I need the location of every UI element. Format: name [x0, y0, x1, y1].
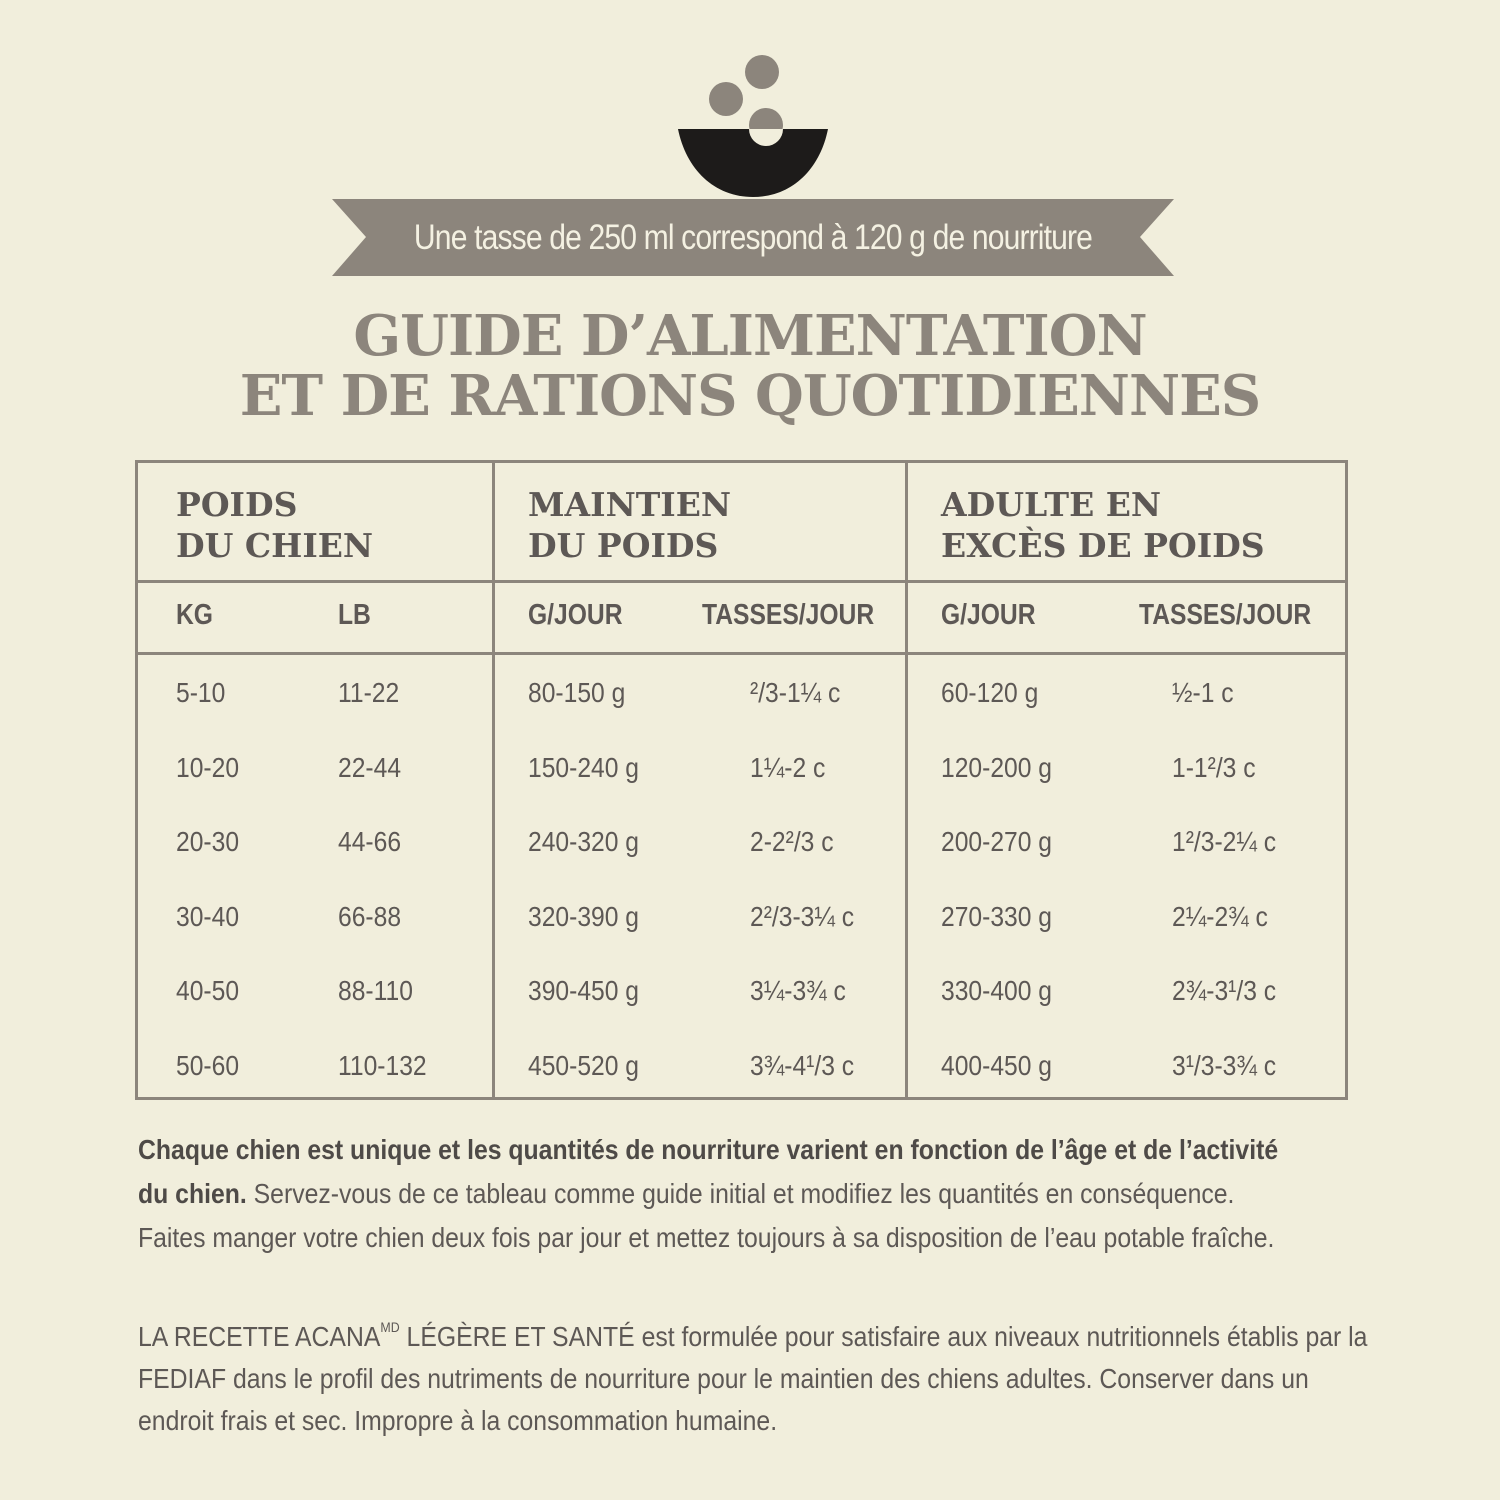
- cell-maintenance-grams: 240-320 g: [528, 826, 639, 857]
- cell-lb: 66-88: [338, 900, 402, 932]
- title-line-1: GUIDE D’ALIMENTATION: [353, 303, 1147, 369]
- serving-banner: [332, 199, 1174, 276]
- cell-overweight-cups: 3¹/3-3¾ c: [1172, 1049, 1277, 1081]
- note-line-3: Faites manger votre chien deux fois par jour et mettez toujours à sa disposition de l’eau potable fraîche.: [138, 1222, 1275, 1253]
- cell-maintenance-grams: 80-150 g: [528, 677, 626, 708]
- feeding-note: [138, 1128, 1358, 1260]
- cell-kg: 10-20: [176, 751, 240, 783]
- statement-line-2: FEDIAF dans le profil des nutriments de nourriture pour le maintien des chiens adultes. Conserver dans un: [138, 1363, 1309, 1394]
- column-header-kg: KG: [176, 599, 213, 631]
- column-header-maintenance-cups: TASSES/JOUR: [702, 599, 875, 631]
- cell-overweight-cups: 1²/3-2¼ c: [1172, 826, 1277, 857]
- cell-kg: 30-40: [176, 900, 240, 932]
- cell-kg: 5-10: [176, 677, 226, 708]
- cell-overweight-cups: 2¾-3¹/3 c: [1172, 975, 1277, 1006]
- banner-text: Une tasse de 250 ml correspond à 120 g de nourriture: [413, 217, 1093, 257]
- cell-overweight-grams: 400-450 g: [941, 1049, 1052, 1081]
- kibble-icon: [745, 55, 779, 89]
- note-line-2: du chien. Servez-vous de ce tableau comme guide initial et modifiez les quantités en conséquence.: [138, 1178, 1235, 1209]
- kibble-icon: [709, 82, 743, 116]
- statement-line-1: LA RECETTE $ACANA^{MD}$ LÉGÈRE ET SANTÉ est formulée pour satisfaire aux niveaux nutritionnels établis par la: [138, 1319, 1368, 1352]
- column-header-lb: LB: [338, 599, 371, 631]
- cell-lb: 44-66: [338, 826, 402, 857]
- cell-lb: 11-22: [338, 677, 400, 708]
- cell-kg: 50-60: [176, 1049, 240, 1081]
- group-header-maintenance: MAINTIEN DU POIDS: [528, 485, 732, 565]
- cell-overweight-grams: 330-400 g: [941, 975, 1052, 1006]
- cell-maintenance-grams: 390-450 g: [528, 975, 639, 1006]
- cell-maintenance-grams: 320-390 g: [528, 900, 639, 932]
- column-header-overweight-cups: TASSES/JOUR: [1139, 599, 1312, 631]
- cell-overweight-grams: 270-330 g: [941, 900, 1052, 932]
- cell-lb: 88-110: [338, 975, 413, 1006]
- cell-maintenance-cups: 3¾-4¹/3 c: [750, 1049, 855, 1081]
- cell-maintenance-cups: ²/3-1¼ c: [750, 677, 841, 708]
- cell-maintenance-grams: 150-240 g: [528, 751, 639, 783]
- cell-lb: 110-132: [338, 1049, 427, 1081]
- cell-overweight-grams: 200-270 g: [941, 826, 1052, 857]
- cell-overweight-cups: 2¼-2¾ c: [1172, 900, 1268, 932]
- cell-maintenance-cups: 3¼-3¾ c: [750, 975, 846, 1006]
- feeding-table: [135, 460, 1348, 1100]
- title-line-2: ET DE RATIONS QUOTIDIENNES: [239, 363, 1261, 429]
- column-header-maintenance-grams: G/JOUR: [528, 599, 623, 631]
- cell-maintenance-cups: 2²/3-3¼ c: [750, 900, 855, 932]
- group-header-dog-weight: POIDS DU CHIEN: [176, 485, 374, 565]
- cell-overweight-cups: ½-1 c: [1172, 677, 1234, 708]
- cell-overweight-grams: 60-120 g: [941, 677, 1039, 708]
- cell-kg: 40-50: [176, 975, 240, 1006]
- note-line-1: Chaque chien est unique et les quantités de nourriture varient en fonction de l’âge et de l’activité: [138, 1134, 1279, 1165]
- statement-line-3: endroit frais et sec. Impropre à la consommation humaine.: [138, 1405, 778, 1436]
- group-header-overweight: ADULTE EN EXCÈS DE POIDS: [941, 485, 1265, 565]
- column-header-overweight-grams: G/JOUR: [941, 599, 1036, 631]
- cell-overweight-grams: 120-200 g: [941, 751, 1052, 783]
- nutrition-statement: [138, 1306, 1368, 1442]
- cell-maintenance-grams: 450-520 g: [528, 1049, 639, 1081]
- page-title: [0, 303, 1500, 429]
- cell-overweight-cups: 1-1²/3 c: [1172, 751, 1256, 783]
- cell-lb: 22-44: [338, 751, 402, 783]
- cell-maintenance-cups: 1¼-2 c: [750, 751, 826, 783]
- cell-maintenance-cups: 2-2²/3 c: [750, 826, 834, 857]
- food-bowl-icon: [670, 45, 840, 205]
- cell-kg: 20-30: [176, 826, 240, 857]
